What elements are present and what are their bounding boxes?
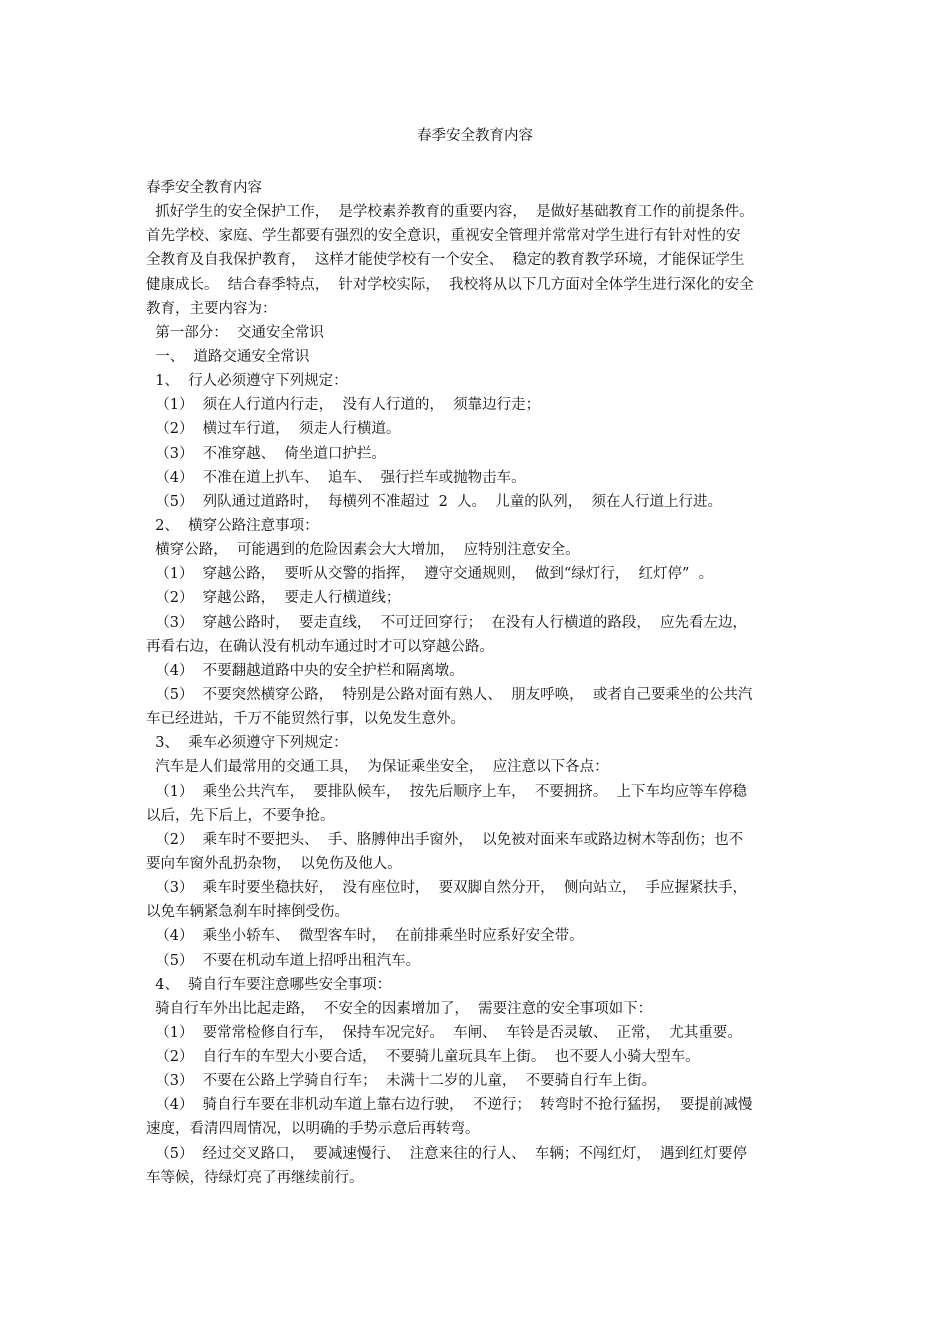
text-line: 横穿公路， 可能遇到的危险因素会大大增加， 应特别注意安全。 [146,542,580,559]
text-line: 第一部分： 交通安全常识 [146,324,324,341]
text-line: （1） 须在人行道内行走， 没有人行道的， 须靠边行走； [146,397,541,414]
text-line: （1） 乘坐公共汽车， 要排队候车， 按先后顺序上车， 不要拥挤。 上下车均应等车停稳 [146,783,748,800]
text-line: （4） 乘坐小轿车、 微型客车时， 在前排乘坐时应系好安全带。 [146,928,584,945]
text-line: （1） 穿越公路， 要听从交警的指挥， 遵守交通规则， 做到“绿灯行， 红灯停” 。 [146,566,714,583]
text-line: （5） 不要在机动车道上招呼出租汽车。 [146,952,421,969]
text-line: （2） 穿越公路， 要走人行横道线； [146,590,401,607]
text-line: 以后，先下后上，不要争抢。 [146,807,335,824]
text-line: （3） 不要在公路上学骑自行车； 未满十二岁的儿童， 不要骑自行车上街。 [146,1073,657,1090]
text-line: 以免车辆紧急刹车时摔倒受伤。 [146,904,349,921]
text-line: 首先学校、家庭、学生都要有强烈的安全意识，重视安全管理并常常对学生进行有针对性的安 [146,228,741,245]
text-line: （5） 不要突然横穿公路， 特别是公路对面有熟人、 朋友呼唤， 或者自己要乘坐的公共汽 [146,686,753,703]
text-line: （3） 乘车时要坐稳扶好， 没有座位时， 要双脚自然分开， 侧向站立， 手应握紧扶手， [146,880,748,897]
text-line: 骑自行车外出比起走路， 不安全的因素增加了， 需要注意的安全事项如下： [146,1000,653,1017]
text-line: （3） 穿越公路时， 要走直线， 不可迂回穿行； 在没有人行横道的路段， 应先看左边， [146,614,748,631]
text-line: 2、 横穿公路注意事项： [146,517,319,534]
text-line: （1） 要常常检修自行车， 保持车况完好。 车闸、 车铃是否灵敏、 正常， 尤其重要。 [146,1024,742,1041]
text-line: 4、 骑自行车要注意哪些安全事项： [146,976,392,993]
text-line: 汽车是人们最常用的交通工具， 为保证乘坐安全， 应注意以下各点： [146,759,609,776]
text-line: 车已经进站，千万不能贸然行事，以免发生意外。 [146,711,465,728]
text-line: （3） 不准穿越、 倚坐道口护拦。 [146,445,386,462]
document-body [146,176,810,1190]
text-line: （4） 不要翻越道路中央的安全护栏和隔离墩。 [146,662,464,679]
text-line: （4） 不准在道上扒车、 追车、 强行拦车或抛物击车。 [146,469,526,486]
text-line: 车等候，待绿灯亮了再继续前行。 [146,1169,364,1186]
text-line: （2） 横过车行道， 须走人行横道。 [146,421,401,438]
text-line: 再看右边，在确认没有机动车通过时才可以穿越公路。 [146,638,494,655]
text-line: 全教育及自我保护教育， 这样才能使学校有一个安全、 稳定的教育教学环境，才能保证学生 [146,252,745,269]
text-line: （2） 乘车时不要把头、 手、胳膊伸出手窗外， 以免被对面来车或路边树木等刮伤；也不 [146,831,744,848]
text-line: 一、 道路交通安全常识 [146,348,310,365]
text-line: （4） 骑自行车要在非机动车道上靠右边行驶， 不逆行； 转弯时不抢行猛拐， 要提前减慢 [146,1097,753,1114]
text-line: 要向车窗外乱扔杂物， 以免伤及他人。 [146,855,402,872]
page-title: 春季安全教育内容 [417,128,533,144]
text-line: 健康成长。 结合春季特点， 针对学校实际， 我校将从以下几方面对全体学生进行深化的安全 [146,276,754,293]
text-line: 春季安全教育内容 [146,180,262,196]
text-line: 抓好学生的安全保护工作， 是学校素养教育的重要内容， 是做好基础教育工作的前提条件。 [146,204,754,221]
text-line: （5） 列队通过道路时， 每横列不准超过 2 人。 儿童的队列， 须在人行道上行进。 [146,493,722,510]
text-line: 1、 行人必须遵守下列规定： [146,373,348,390]
text-line: 3、 乘车必须遵守下列规定： [146,735,348,752]
text-line: （2） 自行车的车型大小要合适， 不要骑儿童玩具车上街。 也不要人小骑大型车。 [146,1049,700,1066]
text-line: 速度，看清四周情况，以明确的手势示意后再转弯。 [146,1121,480,1138]
text-line: 教育，主要内容为： [146,300,277,317]
text-line: （5） 经过交叉路口， 要减速慢行、 注意来往的行人、 车辆；不闯红灯， 遇到红灯要停 [146,1145,748,1162]
